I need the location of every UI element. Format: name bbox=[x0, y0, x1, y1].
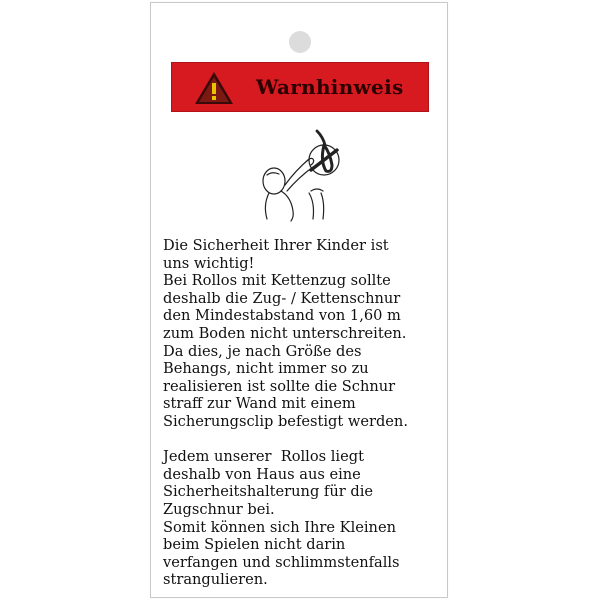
paragraph1-line: den Mindestabstand von 1,60 m bbox=[163, 307, 401, 325]
safety-text bbox=[163, 237, 443, 589]
paragraph2-line: strangulieren. bbox=[163, 571, 268, 589]
paragraph1-line: Behangs, nicht immer so zu bbox=[163, 360, 369, 378]
warning-banner bbox=[171, 62, 429, 112]
paragraph2-line: verfangen und schlimmstenfalls bbox=[163, 553, 400, 571]
paragraph1-line: zum Boden nicht unterschreiten. bbox=[163, 324, 407, 342]
paragraph2-line: deshalb von Haus aus eine bbox=[163, 465, 361, 483]
paragraph2-line: Somit können sich Ihre Kleinen bbox=[163, 518, 396, 536]
paragraph1-line: uns wichtig! bbox=[163, 254, 255, 272]
banner-title: Warnhinweis bbox=[256, 75, 404, 99]
child-with-crossed-cord-icon bbox=[251, 123, 351, 223]
paragraph2-line: beim Spielen nicht darin bbox=[163, 536, 346, 554]
paragraph2-line: Jedem unserer Rollos liegt bbox=[163, 448, 364, 466]
paragraph1-line: Da dies, je nach Größe des bbox=[163, 342, 362, 360]
paragraph2-line: Sicherheitshalterung für die bbox=[163, 483, 373, 501]
paragraph1-line: Die Sicherheit Ihrer Kinder ist bbox=[163, 237, 389, 254]
paragraph1-line: realisieren ist sollte die Schnur bbox=[163, 377, 396, 395]
hang-hole bbox=[289, 31, 311, 53]
paragraph1-line: Sicherungsclip befestigt werden. bbox=[163, 412, 408, 430]
paragraph-gap bbox=[163, 431, 443, 449]
paragraph1-line: deshalb die Zug- / Kettenschnur bbox=[163, 289, 401, 307]
warning-triangle-icon bbox=[194, 71, 234, 105]
warning-tag bbox=[150, 2, 448, 598]
paragraph2-line: Zugschnur bei. bbox=[163, 500, 275, 518]
paragraph1-line: straff zur Wand mit einem bbox=[163, 395, 356, 413]
paragraph1-line: Bei Rollos mit Kettenzug sollte bbox=[163, 272, 391, 290]
